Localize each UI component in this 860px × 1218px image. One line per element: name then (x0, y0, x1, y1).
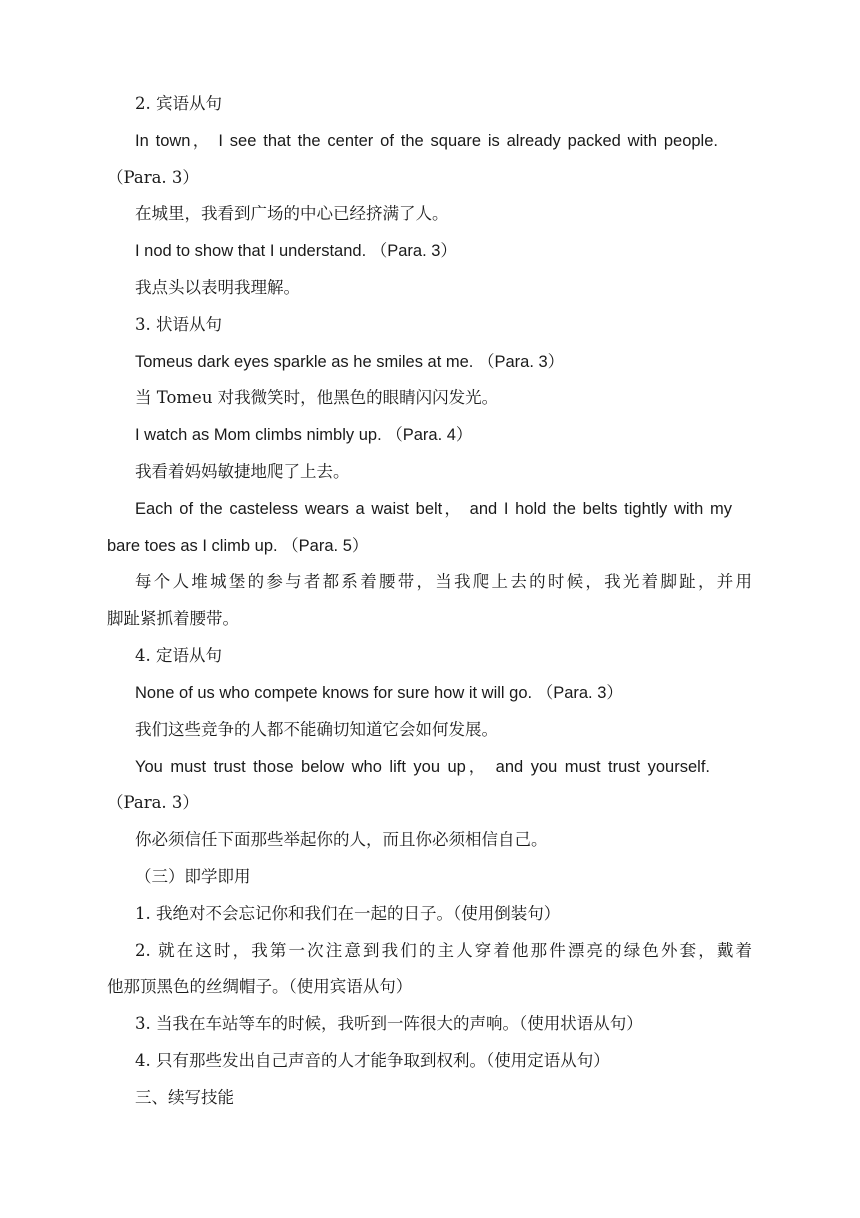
practice-item-3: 3. 当我在车站等车的时候，我听到一阵很大的声响。（使用状语从句） (135, 1014, 643, 1033)
practice-item-2: 2. 就在这时，我第一次注意到我们的主人穿着他那件漂亮的绿色外套，戴着 (135, 941, 752, 960)
example-sentence-zh: 你必须信任下面那些举起你的人，而且你必须相信自己。 (135, 830, 548, 849)
section-heading-attributive-clause: 4. 定语从句 (135, 646, 222, 665)
example-sentence-zh: 当 Tomeu 对我微笑时，他黑色的眼睛闪闪发光。 (135, 388, 499, 407)
example-sentence-zh: 每个人堆城堡的参与者都系着腰带，当我爬上去的时候，我光着脚趾，并用 (135, 572, 752, 591)
example-sentence-en: In town， I see that the center of the square is already packed with people. (135, 132, 718, 150)
section-heading-object-clause: 2. 宾语从句 (135, 94, 222, 113)
example-sentence-zh: 我们这些竞争的人都不能确切知道它会如何发展。 (135, 720, 498, 739)
para-reference: （Para. 3） (107, 793, 199, 812)
example-sentence-en: Each of the casteless wears a waist belt， and I hold the belts tightly with my (135, 500, 732, 518)
section-heading-adverbial-clause: 3. 状语从句 (135, 315, 222, 334)
example-sentence-zh: 我看着妈妈敏捷地爬了上去。 (135, 462, 350, 481)
practice-item-4: 4. 只有那些发出自己声音的人才能争取到权利。（使用定语从句） (135, 1051, 610, 1070)
section-heading-continuation-writing: 三、续写技能 (135, 1088, 234, 1107)
example-sentence-zh: 在城里，我看到广场的中心已经挤满了人。 (135, 204, 449, 223)
example-sentence-en: Tomeus dark eyes sparkle as he smiles at me. （Para. 3） (135, 353, 565, 371)
practice-item-2-continued: 他那顶黑色的丝绸帽子。（使用宾语从句） (107, 977, 413, 996)
example-sentence-zh-continued: 脚趾紧抓着腰带。 (107, 609, 239, 628)
example-sentence-zh: 我点头以表明我理解。 (135, 278, 300, 297)
section-heading-practice: （三）即学即用 (135, 867, 251, 886)
example-sentence-en: I watch as Mom climbs nimbly up. （Para. 4） (135, 426, 473, 444)
example-sentence-en: I nod to show that I understand. （Para. 3） (135, 242, 457, 260)
example-sentence-en: None of us who compete knows for sure how it will go. （Para. 3） (135, 684, 623, 702)
para-reference: （Para. 3） (107, 168, 199, 187)
example-sentence-en-continued: bare toes as I climb up. （Para. 5） (107, 537, 369, 555)
example-sentence-en: You must trust those below who lift you up， and you must trust yourself. (135, 758, 710, 776)
practice-item-1: 1. 我绝对不会忘记你和我们在一起的日子。（使用倒装句） (135, 904, 561, 923)
